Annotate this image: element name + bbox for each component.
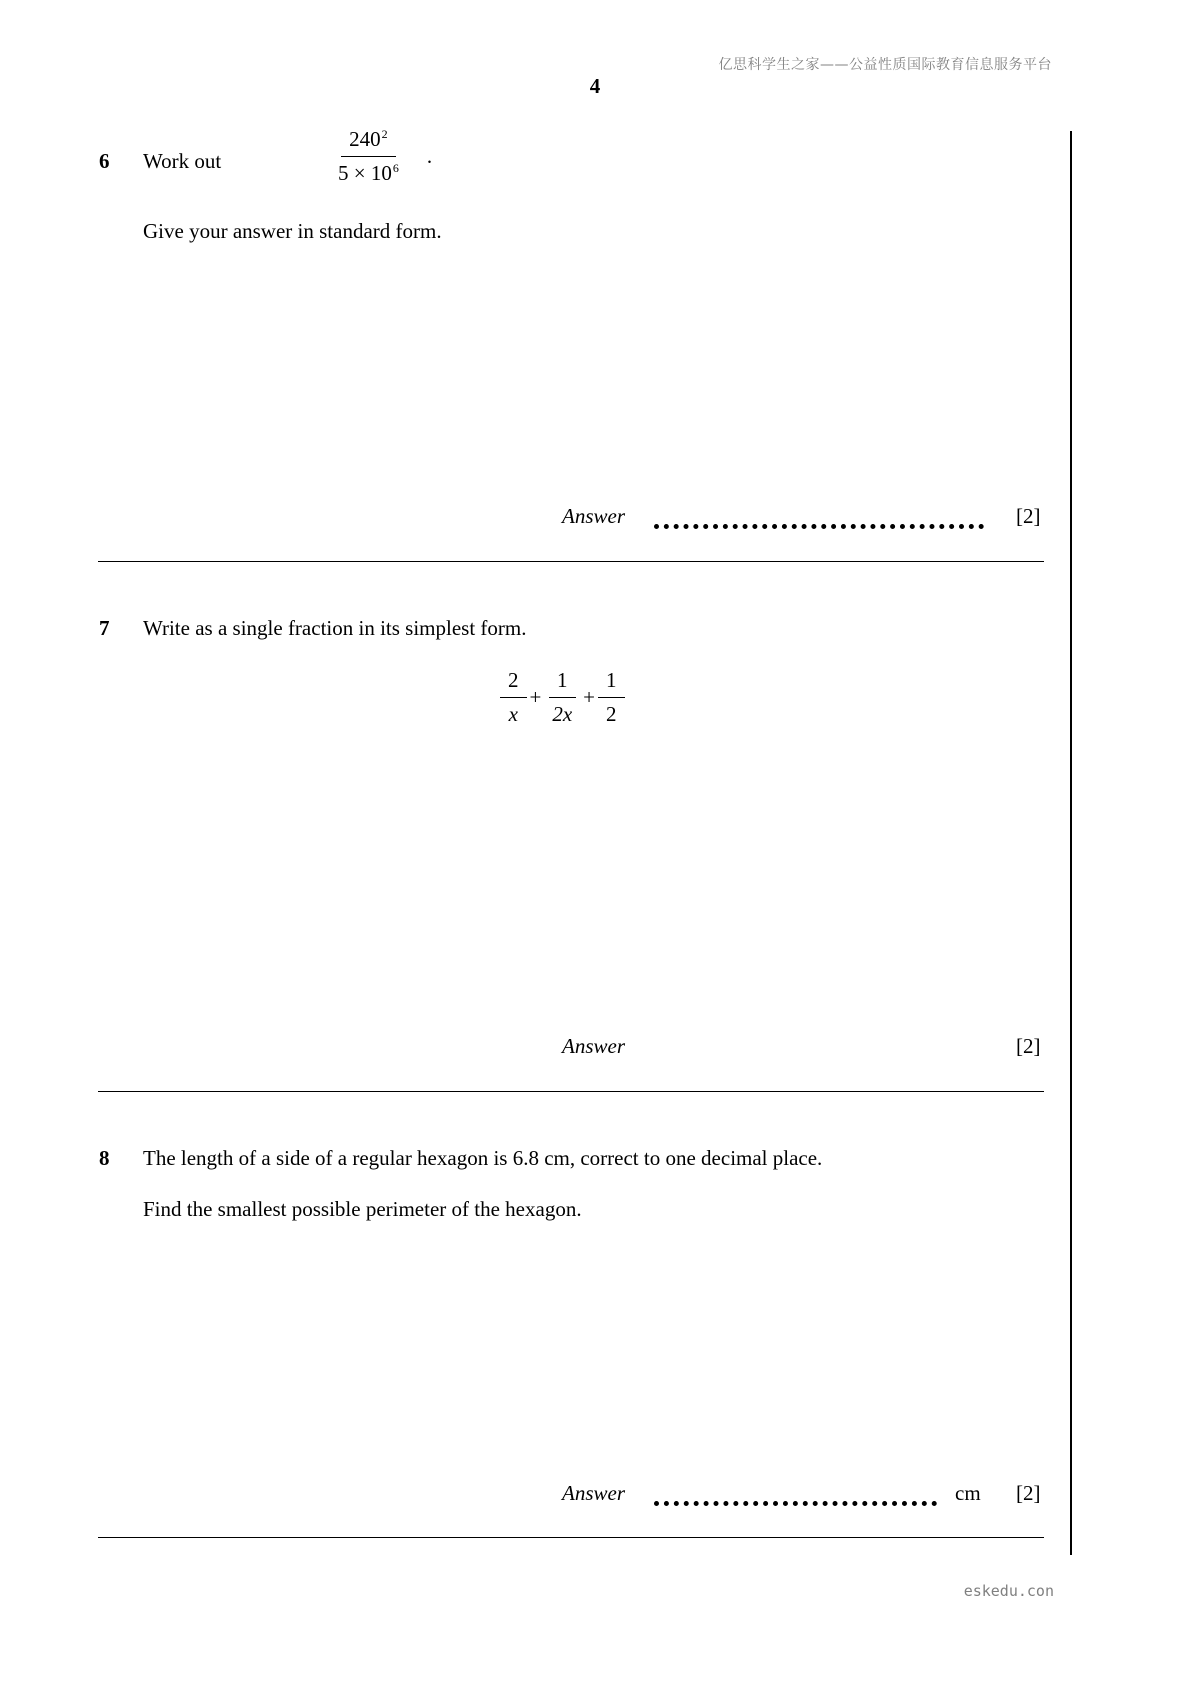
- question-8-instruction: Find the smallest possible perimeter of the hexagon.: [143, 1197, 582, 1221]
- question-6-period: .: [426, 144, 433, 169]
- divider: [98, 561, 1044, 562]
- question-6-expression: [330, 128, 432, 185]
- margin-rule: [1070, 131, 1072, 1555]
- term-numerator: 2: [500, 669, 527, 698]
- question-6-answer-label: Answer: [562, 504, 625, 528]
- question-7-prompt: Write as a single fraction in its simplest form.: [143, 616, 527, 640]
- question-7-marks: [2]: [1016, 1034, 1041, 1058]
- page-number: 4: [589, 74, 601, 98]
- question-6-answer-line[interactable]: [654, 518, 984, 529]
- question-8-prompt: The length of a side of a regular hexagon is 6.8 cm, correct to one decimal place.: [143, 1146, 823, 1170]
- fraction-term: [598, 669, 625, 726]
- footer-site: eskedu.con: [963, 1582, 1054, 1600]
- question-6-prompt: Work out: [143, 149, 222, 173]
- question-6-marks: [2]: [1016, 504, 1041, 528]
- question-8-number: 8: [99, 1146, 110, 1170]
- question-8-marks: [2]: [1016, 1481, 1041, 1505]
- question-8-unit: cm: [955, 1481, 981, 1505]
- question-7-number: 7: [99, 616, 110, 640]
- fraction-term: [544, 669, 580, 726]
- term-denominator: x: [508, 702, 518, 727]
- term-denominator: 2x: [552, 702, 573, 727]
- question-8-answer-line[interactable]: [654, 1495, 937, 1506]
- fraction-term: [500, 669, 527, 726]
- term-numerator: 1: [549, 669, 576, 698]
- plus-operator: +: [583, 685, 596, 710]
- question-8-answer-label: Answer: [562, 1481, 625, 1505]
- watermark-text: 亿思科学生之家——公益性质国际教育信息服务平台: [718, 57, 1052, 73]
- numerator-exponent: 2: [381, 127, 388, 141]
- plus-operator: +: [529, 685, 542, 710]
- question-7-answer-label: Answer: [562, 1034, 625, 1058]
- question-6-instruction: Give your answer in standard form.: [143, 219, 442, 243]
- question-7-expression: [500, 669, 625, 726]
- term-denominator: 2: [606, 702, 617, 727]
- denominator-exponent: 6: [392, 161, 399, 176]
- denominator-base: 5 × 10: [338, 161, 392, 186]
- divider: [98, 1537, 1044, 1538]
- question-6-fraction: [330, 128, 407, 185]
- question-6-number: 6: [99, 149, 110, 173]
- term-numerator: 1: [598, 669, 625, 698]
- numerator-base: 240: [349, 127, 381, 151]
- divider: [98, 1091, 1044, 1092]
